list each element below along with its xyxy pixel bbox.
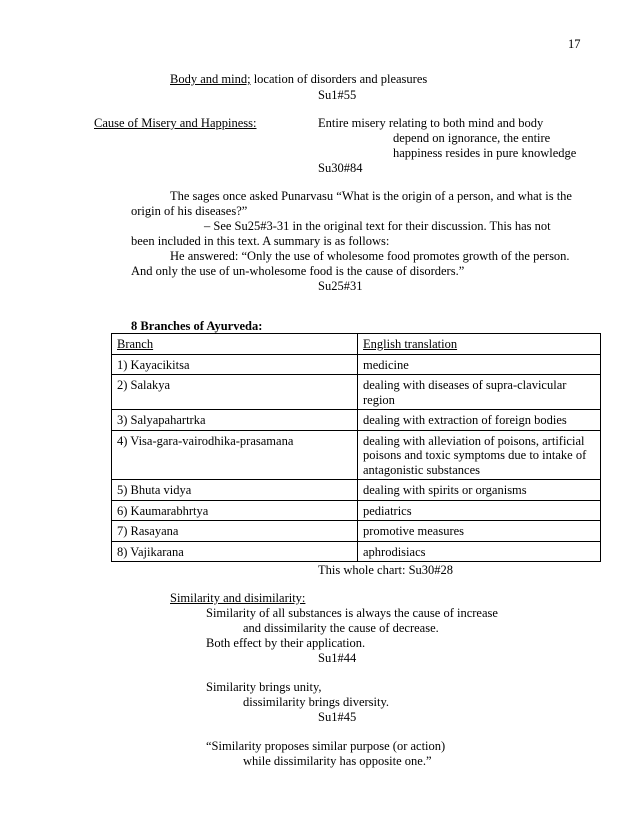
- page-number: 17: [568, 37, 581, 51]
- punarvasu-line-1: The sages once asked Punarvasu “What is the origin of a person, and what is the: [170, 189, 572, 203]
- misery-line-1: Entire misery relating to both mind and body: [318, 116, 544, 130]
- translation-cell: dealing with extraction of foreign bodies: [358, 410, 601, 431]
- table-row: [112, 480, 601, 501]
- table-row: [112, 521, 601, 542]
- table-header-row: [112, 334, 601, 355]
- similarity-heading: Similarity and disimilarity:: [170, 591, 306, 605]
- translation-cell: medicine: [358, 354, 601, 375]
- punarvasu-line-5: He answered: “Only the use of wholesome food promotes growth of the person.: [170, 249, 570, 263]
- branch-cell: 8) Vajikarana: [112, 541, 358, 562]
- body-mind-text: location of disorders and pleasures: [250, 72, 428, 86]
- table-row: [112, 430, 601, 480]
- misery-line-2: depend on ignorance, the entire: [393, 131, 551, 145]
- similarity-ref-1: Su1#44: [318, 651, 357, 665]
- branch-cell: 4) Visa-gara-vairodhika-prasamana: [112, 430, 358, 480]
- translation-cell: dealing with alleviation of poisons, artificial poisons and toxic symptoms due to intake of antagonistic substances: [358, 430, 601, 480]
- similarity-p2-line-1: Similarity brings unity,: [206, 680, 322, 694]
- body-mind-line: [170, 72, 427, 87]
- similarity-p1-line-2: and dissimilarity the cause of decrease.: [243, 621, 439, 635]
- punarvasu-line-4: been included in this text. A summary is as follows:: [131, 234, 390, 248]
- similarity-p3-line-1: “Similarity proposes similar purpose (or action): [206, 739, 446, 753]
- punarvasu-ref: Su25#31: [318, 279, 363, 293]
- similarity-p1-line-3: Both effect by their application.: [206, 636, 366, 650]
- branch-cell: 2) Salakya: [112, 375, 358, 410]
- similarity-ref-2: Su1#45: [318, 710, 357, 724]
- branches-ref: This whole chart: Su30#28: [318, 563, 454, 577]
- translation-cell: aphrodisiacs: [358, 541, 601, 562]
- translation-cell: dealing with spirits or organisms: [358, 480, 601, 501]
- header-branch: Branch: [112, 334, 358, 355]
- body-mind-heading: Body and mind;: [170, 72, 251, 86]
- branch-cell: 3) Salyapahartrka: [112, 410, 358, 431]
- translation-cell: promotive measures: [358, 521, 601, 542]
- table-row: [112, 500, 601, 521]
- branches-table: [111, 333, 601, 562]
- similarity-p2-line-2: dissimilarity brings diversity.: [243, 695, 390, 709]
- translation-cell: pediatrics: [358, 500, 601, 521]
- punarvasu-line-2: origin of his diseases?”: [131, 204, 248, 218]
- branch-cell: 7) Rasayana: [112, 521, 358, 542]
- table-row: [112, 375, 601, 410]
- similarity-p3-line-2: while dissimilarity has opposite one.”: [243, 754, 432, 768]
- table-row: [112, 541, 601, 562]
- branches-heading: 8 Branches of Ayurveda:: [131, 319, 263, 333]
- table-row: [112, 410, 601, 431]
- punarvasu-line-6: And only the use of un-wholesome food is the cause of disorders.”: [131, 264, 465, 278]
- branch-cell: 1) Kayacikitsa: [112, 354, 358, 375]
- table-row: [112, 354, 601, 375]
- header-translation: English translation: [358, 334, 601, 355]
- branch-cell: 6) Kaumarabhrtya: [112, 500, 358, 521]
- punarvasu-line-3: – See Su25#3-31 in the original text for their discussion. This has not: [204, 219, 551, 233]
- body-mind-ref: Su1#55: [318, 88, 357, 102]
- misery-line-3: happiness resides in pure knowledge: [393, 146, 577, 160]
- misery-heading: Cause of Misery and Happiness:: [94, 116, 257, 130]
- similarity-p1-line-1: Similarity of all substances is always the cause of increase: [206, 606, 498, 620]
- misery-ref: Su30#84: [318, 161, 363, 175]
- branch-cell: 5) Bhuta vidya: [112, 480, 358, 501]
- translation-cell: dealing with diseases of supra-clavicular region: [358, 375, 601, 410]
